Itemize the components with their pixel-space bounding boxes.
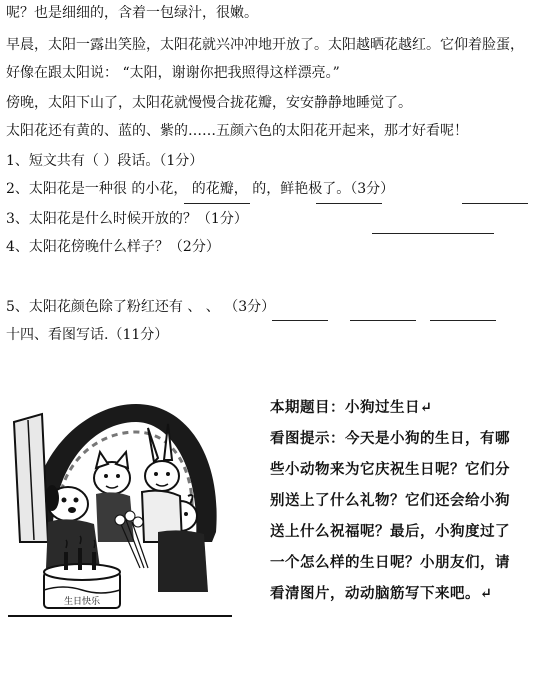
- answer-blank[interactable]: [272, 320, 328, 321]
- passage-line-4: 傍晚，太阳下山了，太阳花就慢慢合拢花瓣，安安静静地睡觉了。: [6, 95, 412, 111]
- question-1: 1、短文共有（ ）段话。（1分）: [6, 153, 204, 169]
- passage-line-5: 太阳花还有黄的、蓝的、紫的……五颜六色的太阳花开起来，那才好看呢！: [6, 123, 468, 139]
- cake-text: 生日快乐: [63, 597, 101, 607]
- question-5: 5、太阳花颜色除了粉红还有 、 、 （3分）: [6, 299, 276, 315]
- hint-line: 看清图片，动动脑筋写下来吧。↵: [270, 585, 493, 602]
- answer-blank[interactable]: [184, 203, 250, 204]
- hint-line: 一个怎么样的生日呢？小朋友们，请: [270, 554, 510, 571]
- section-heading: 十四、看图写话.（11分）: [6, 327, 169, 343]
- question-2: 2、太阳花是一种很 的小花， 的花瓣， 的，鲜艳极了。（3分）: [6, 181, 395, 197]
- question-3: 3、太阳花是什么时候开放的？（1分）: [6, 211, 248, 227]
- hint-line: 别送上了什么礼物？它们还会给小狗: [270, 492, 510, 509]
- answer-blank[interactable]: [430, 320, 496, 321]
- passage-line-1: 呢？也是细细的，含着一包绿汁，很嫩。: [6, 5, 258, 21]
- passage-line-2: 早晨，太阳一露出笑脸，太阳花就兴冲冲地开放了。太阳越晒花越红。它仰着脸蛋，: [6, 37, 524, 53]
- answer-blank[interactable]: [316, 203, 382, 204]
- birthday-illustration: [8, 392, 232, 624]
- question-4: 4、太阳花傍晚什么样子？（2分）: [6, 239, 220, 255]
- writing-title: 本期题目：小狗过生日↵: [270, 399, 433, 416]
- answer-blank[interactable]: [350, 320, 416, 321]
- writing-prompt: [270, 392, 542, 609]
- answer-blank[interactable]: [372, 233, 494, 234]
- hint-line: 看图提示：今天是小狗的生日，有哪: [270, 430, 510, 447]
- passage-line-3: 好像在跟太阳说： “太阳，谢谢你把我照得这样漂亮。”: [6, 65, 340, 81]
- hint-line: 些小动物来为它庆祝生日呢？它们分: [270, 461, 510, 478]
- answer-blank[interactable]: [462, 203, 528, 204]
- hint-line: 送上什么祝福呢？最后，小狗度过了: [270, 523, 510, 540]
